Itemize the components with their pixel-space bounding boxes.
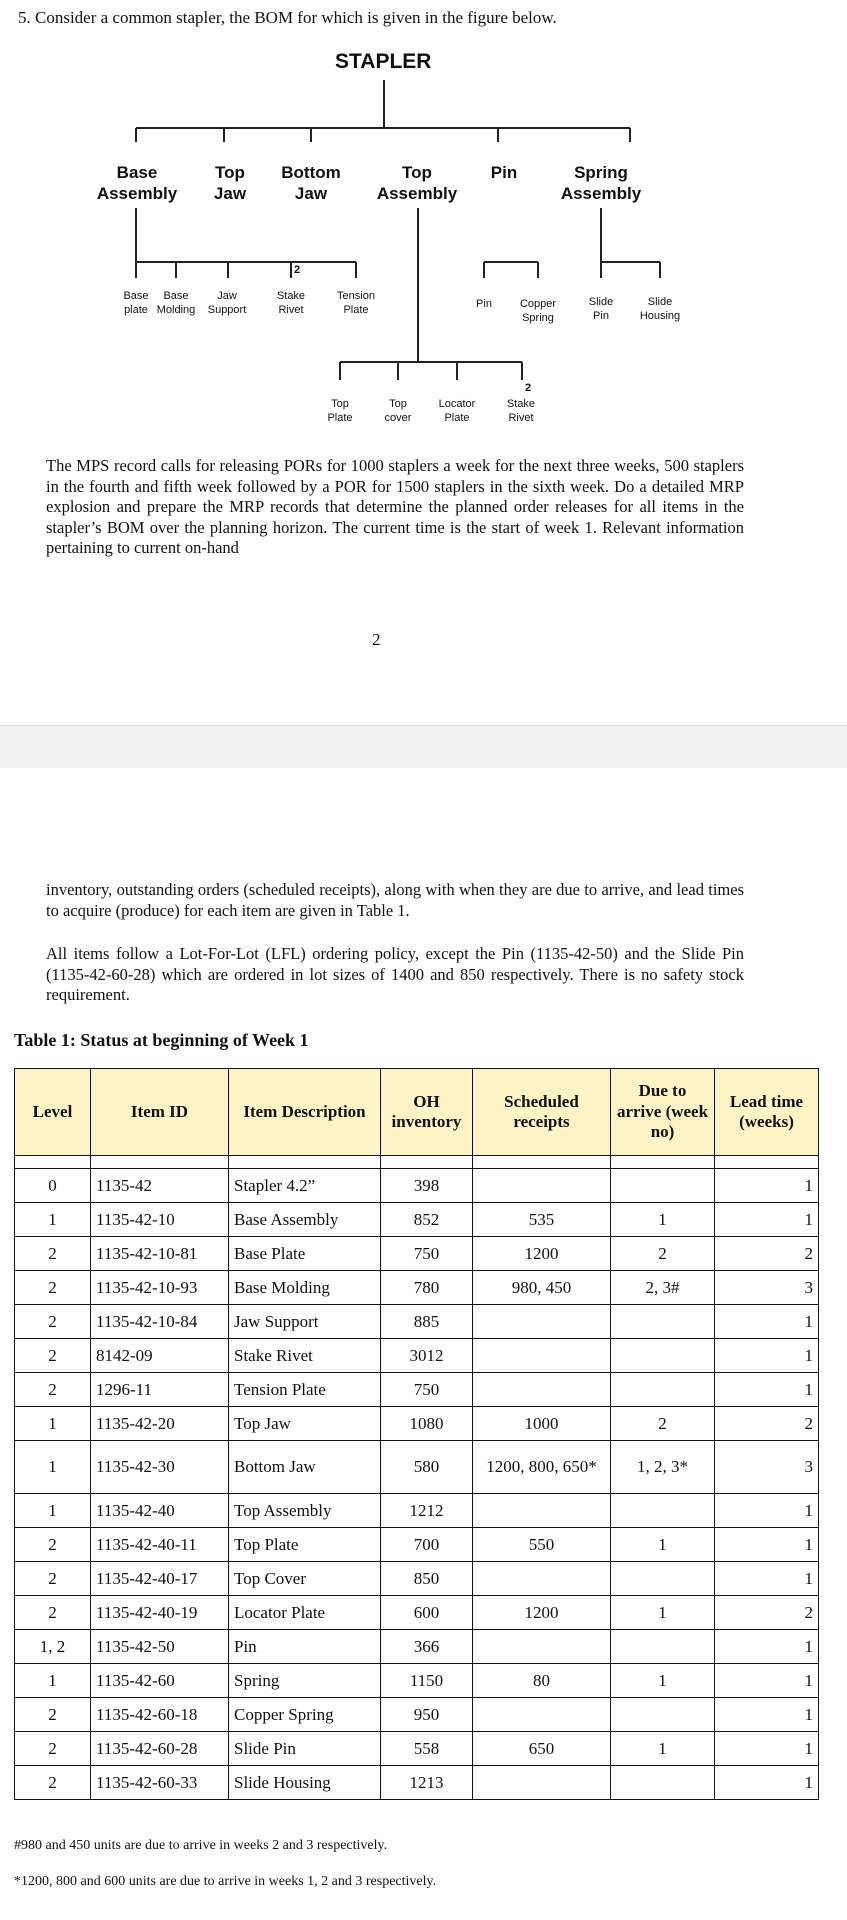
cell-due-to-arrive: 1, 2, 3*	[611, 1441, 715, 1494]
cell-oh-inventory: 750	[381, 1237, 473, 1271]
node-line: Jaw	[294, 184, 328, 204]
cell-scheduled-receipts	[473, 1305, 611, 1339]
table-caption: Table 1: Status at beginning of Week 1	[14, 1030, 309, 1050]
table-row	[15, 1373, 819, 1407]
table-row	[15, 1305, 819, 1339]
node-line: Pin	[490, 163, 518, 182]
cell-lead-time: 1	[715, 1698, 819, 1732]
cell-level: 1	[15, 1664, 91, 1698]
node-line: Base	[116, 163, 158, 182]
node-line: Slide	[647, 296, 673, 308]
cell-oh-inventory: 366	[381, 1630, 473, 1664]
header-item-description: Item Description	[229, 1069, 381, 1156]
cell-level: 2	[15, 1732, 91, 1766]
table-row	[15, 1339, 819, 1373]
node-line: Base	[163, 290, 189, 302]
cell-item-id: 1135-42-40	[91, 1494, 229, 1528]
cell-level: 1	[15, 1494, 91, 1528]
cell-item-description: Slide Pin	[229, 1732, 381, 1766]
cell-level: 2	[15, 1339, 91, 1373]
node-line: Copper	[519, 298, 557, 310]
bom-qty-stake-rivet-base: 2	[294, 264, 301, 276]
cell-scheduled-receipts	[473, 1562, 611, 1596]
cell-due-to-arrive: 1	[611, 1664, 715, 1698]
cell-scheduled-receipts	[473, 1494, 611, 1528]
cell-scheduled-receipts: 980, 450	[473, 1271, 611, 1305]
header-scheduled-receipts: Scheduled receipts	[473, 1069, 611, 1156]
cell-due-to-arrive	[611, 1373, 715, 1407]
cell-lead-time: 3	[715, 1441, 819, 1494]
cell-level: 1	[15, 1203, 91, 1237]
cell-item-id: 1135-42-40-17	[91, 1562, 229, 1596]
cell-oh-inventory: 1212	[381, 1494, 473, 1528]
node-line: Rivet	[508, 411, 534, 424]
cell-item-description: Base Plate	[229, 1237, 381, 1271]
table-row	[15, 1664, 819, 1698]
cell-item-id: 1135-42-10-84	[91, 1305, 229, 1339]
cell-lead-time: 1	[715, 1630, 819, 1664]
cell-scheduled-receipts: 1000	[473, 1407, 611, 1441]
cell-item-description: Base Assembly	[229, 1203, 381, 1237]
cell-scheduled-receipts: 80	[473, 1664, 611, 1698]
cell-item-description: Tension Plate	[229, 1373, 381, 1407]
cell-oh-inventory: 600	[381, 1596, 473, 1630]
node-line: Tension	[337, 290, 375, 302]
node-line: Jaw	[213, 184, 247, 204]
bom-node-stake-rivet-top	[498, 398, 544, 426]
cell-item-description: Top Jaw	[229, 1407, 381, 1441]
table-row	[15, 1562, 819, 1596]
cell-due-to-arrive: 1	[611, 1596, 715, 1630]
cell-due-to-arrive	[611, 1339, 715, 1373]
cell-oh-inventory: 398	[381, 1169, 473, 1203]
table-spacer-cell	[715, 1156, 819, 1169]
cell-item-id: 1135-42	[91, 1169, 229, 1203]
node-line: Top	[215, 163, 245, 182]
cell-lead-time: 1	[715, 1169, 819, 1203]
cell-scheduled-receipts: 1200, 800, 650*	[473, 1441, 611, 1494]
cell-item-id: 1135-42-60-18	[91, 1698, 229, 1732]
status-table	[14, 1068, 819, 1800]
cell-item-id: 1135-42-20	[91, 1407, 229, 1441]
table-spacer-cell	[611, 1156, 715, 1169]
bom-node-copper-spring	[512, 298, 564, 326]
cell-lead-time: 1	[715, 1203, 819, 1237]
cell-oh-inventory: 850	[381, 1562, 473, 1596]
bom-node-locator-plate	[430, 398, 484, 426]
table-body	[15, 1156, 819, 1800]
table-row	[15, 1494, 819, 1528]
bom-node-top-cover	[376, 398, 420, 426]
table-row	[15, 1732, 819, 1766]
table-row	[15, 1630, 819, 1664]
node-line: Top	[402, 163, 432, 182]
table-spacer-cell	[381, 1156, 473, 1169]
bom-node-spring-assembly	[555, 162, 647, 205]
table-spacer-cell	[229, 1156, 381, 1169]
cell-item-id: 1135-42-60-33	[91, 1766, 229, 1800]
cell-level: 1, 2	[15, 1630, 91, 1664]
table-row	[15, 1203, 819, 1237]
node-line: Top	[331, 398, 349, 410]
cell-level: 0	[15, 1169, 91, 1203]
node-line: Pin	[476, 298, 492, 310]
cell-due-to-arrive	[611, 1630, 715, 1664]
cell-item-description: Bottom Jaw	[229, 1441, 381, 1494]
page-separator	[0, 725, 847, 769]
cell-item-description: Copper Spring	[229, 1698, 381, 1732]
node-line: Rivet	[278, 303, 304, 316]
cell-scheduled-receipts	[473, 1339, 611, 1373]
cell-level: 1	[15, 1441, 91, 1494]
header-level: Level	[15, 1069, 91, 1156]
cell-item-id: 1135-42-10-93	[91, 1271, 229, 1305]
cell-due-to-arrive: 2	[611, 1237, 715, 1271]
cell-due-to-arrive: 1	[611, 1732, 715, 1766]
footnote-hash: #980 and 450 units are due to arrive in weeks 2 and 3 respectively.	[14, 1838, 388, 1853]
cell-item-id: 1135-42-10	[91, 1203, 229, 1237]
cell-scheduled-receipts	[473, 1169, 611, 1203]
cell-item-description: Slide Housing	[229, 1766, 381, 1800]
cell-lead-time: 1	[715, 1562, 819, 1596]
cell-oh-inventory: 852	[381, 1203, 473, 1237]
paragraph-mps: The MPS record calls for releasing PORs for 1000 staplers a week for the next three weeks, 500 staplers in the fourth and fifth week followed by a POR for 1500 staplers in the sixth week. Do a detailed MRP explosion and prepare the MRP records that determine the planned order releases for all items in the stapler’s BOM over the planning horizon. The current time is the start of week 1. Relevant information pertaining to current on-hand	[46, 456, 744, 557]
bom-node-base-assembly	[92, 162, 182, 205]
cell-item-id: 1135-42-10-81	[91, 1237, 229, 1271]
cell-lead-time: 2	[715, 1407, 819, 1441]
table-row	[15, 1766, 819, 1800]
cell-due-to-arrive	[611, 1766, 715, 1800]
node-line: Support	[207, 303, 247, 316]
node-line: Plate	[444, 411, 470, 424]
cell-level: 2	[15, 1698, 91, 1732]
cell-oh-inventory: 700	[381, 1528, 473, 1562]
cell-scheduled-receipts	[473, 1698, 611, 1732]
cell-lead-time: 1	[715, 1766, 819, 1800]
footnote-star: *1200, 800 and 600 units are due to arrive in weeks 1, 2 and 3 respectively.	[14, 1874, 437, 1889]
cell-lead-time: 3	[715, 1271, 819, 1305]
bom-qty-stake-rivet-top: 2	[525, 382, 532, 394]
page-1	[0, 0, 847, 725]
cell-item-id: 1135-42-60	[91, 1664, 229, 1698]
bom-node-pin-child	[468, 298, 500, 312]
table-row	[15, 1407, 819, 1441]
node-line: Assembly	[560, 184, 642, 204]
cell-oh-inventory: 750	[381, 1373, 473, 1407]
node-line: Bottom	[281, 163, 341, 182]
cell-due-to-arrive: 2	[611, 1407, 715, 1441]
cell-item-description: Top Assembly	[229, 1494, 381, 1528]
table-row	[15, 1169, 819, 1203]
cell-lead-time: 1	[715, 1664, 819, 1698]
bom-root-stapler: STAPLER	[335, 50, 432, 73]
cell-item-id: 8142-09	[91, 1339, 229, 1373]
bom-node-jaw-support	[200, 290, 254, 318]
cell-due-to-arrive: 1	[611, 1203, 715, 1237]
node-line: Base	[123, 290, 149, 302]
cell-oh-inventory: 780	[381, 1271, 473, 1305]
bom-node-slide-pin	[580, 296, 622, 324]
cell-item-id: 1135-42-60-28	[91, 1732, 229, 1766]
cell-item-description: Base Molding	[229, 1271, 381, 1305]
paragraph-lot-policy: All items follow a Lot-For-Lot (LFL) ordering policy, except the Pin (1135-42-50) and the Slide Pin (1135-42-60-28) which are ordered in lot sizes of 1400 and 850 respectively. There is no safety stock requirement.	[46, 944, 744, 1004]
cell-oh-inventory: 580	[381, 1441, 473, 1494]
header-due-to-arrive: Due to arrive (week no)	[611, 1069, 715, 1156]
cell-item-id: 1296-11	[91, 1373, 229, 1407]
cell-scheduled-receipts: 1200	[473, 1596, 611, 1630]
cell-item-id: 1135-42-50	[91, 1630, 229, 1664]
cell-oh-inventory: 3012	[381, 1339, 473, 1373]
node-line: plate	[124, 303, 148, 316]
cell-scheduled-receipts: 535	[473, 1203, 611, 1237]
cell-level: 2	[15, 1766, 91, 1800]
cell-level: 2	[15, 1596, 91, 1630]
cell-oh-inventory: 885	[381, 1305, 473, 1339]
cell-lead-time: 1	[715, 1732, 819, 1766]
cell-lead-time: 2	[715, 1596, 819, 1630]
table-header-row	[15, 1069, 819, 1156]
cell-scheduled-receipts: 650	[473, 1732, 611, 1766]
cell-due-to-arrive: 2, 3#	[611, 1271, 715, 1305]
cell-oh-inventory: 1150	[381, 1664, 473, 1698]
cell-item-description: Stapler 4.2”	[229, 1169, 381, 1203]
cell-scheduled-receipts	[473, 1766, 611, 1800]
node-line: Spring	[574, 163, 628, 182]
node-line: Locator	[438, 398, 476, 410]
cell-oh-inventory: 1213	[381, 1766, 473, 1800]
cell-level: 1	[15, 1407, 91, 1441]
cell-item-description: Pin	[229, 1630, 381, 1664]
table-row	[15, 1271, 819, 1305]
node-line: Slide	[588, 296, 614, 308]
table-spacer-row	[15, 1156, 819, 1169]
node-line: Spring	[522, 311, 554, 324]
cell-lead-time: 1	[715, 1528, 819, 1562]
header-oh-inventory: OH inventory	[381, 1069, 473, 1156]
bom-node-slide-housing	[628, 296, 692, 324]
bom-node-tension-plate	[330, 290, 382, 318]
cell-level: 2	[15, 1373, 91, 1407]
cell-due-to-arrive: 1	[611, 1528, 715, 1562]
cell-scheduled-receipts	[473, 1630, 611, 1664]
cell-due-to-arrive	[611, 1305, 715, 1339]
cell-due-to-arrive	[611, 1562, 715, 1596]
cell-lead-time: 1	[715, 1494, 819, 1528]
cell-scheduled-receipts: 550	[473, 1528, 611, 1562]
cell-item-id: 1135-42-30	[91, 1441, 229, 1494]
node-line: Top	[389, 398, 407, 410]
header-item-id: Item ID	[91, 1069, 229, 1156]
cell-lead-time: 2	[715, 1237, 819, 1271]
cell-lead-time: 1	[715, 1373, 819, 1407]
table-row	[15, 1596, 819, 1630]
node-line: Stake	[506, 398, 536, 410]
paragraph-inventory: inventory, outstanding orders (scheduled receipts), along with when they are due to arrive, and lead times to acquire (produce) for each item are given in Table 1.	[46, 880, 744, 920]
bom-node-stake-rivet	[268, 290, 314, 318]
table-row	[15, 1528, 819, 1562]
node-line: Assembly	[96, 184, 178, 204]
page-number: 2	[372, 630, 381, 649]
table-row	[15, 1441, 819, 1494]
node-line: Pin	[593, 309, 609, 322]
cell-due-to-arrive	[611, 1494, 715, 1528]
bom-node-bottom-jaw	[274, 162, 348, 205]
node-line: Stake	[276, 290, 306, 302]
cell-item-description: Spring	[229, 1664, 381, 1698]
cell-lead-time: 1	[715, 1339, 819, 1373]
bom-node-top-assembly	[372, 162, 462, 205]
node-line: Plate	[343, 303, 369, 316]
cell-oh-inventory: 558	[381, 1732, 473, 1766]
cell-due-to-arrive	[611, 1169, 715, 1203]
bom-node-top-plate	[318, 398, 362, 426]
node-line: Assembly	[376, 184, 458, 204]
table-spacer-cell	[473, 1156, 611, 1169]
node-line: cover	[384, 411, 412, 424]
node-line: Molding	[156, 303, 196, 316]
bom-node-base-molding	[150, 290, 202, 318]
cell-scheduled-receipts	[473, 1373, 611, 1407]
question-text: 5. Consider a common stapler, the BOM for which is given in the figure below.	[18, 8, 557, 27]
cell-level: 2	[15, 1237, 91, 1271]
cell-item-description: Jaw Support	[229, 1305, 381, 1339]
cell-oh-inventory: 1080	[381, 1407, 473, 1441]
bom-node-pin	[484, 162, 524, 183]
cell-item-description: Locator Plate	[229, 1596, 381, 1630]
cell-oh-inventory: 950	[381, 1698, 473, 1732]
cell-item-id: 1135-42-40-19	[91, 1596, 229, 1630]
node-line: Plate	[327, 411, 353, 424]
bom-node-top-jaw	[200, 162, 260, 205]
node-line: Housing	[639, 309, 681, 322]
cell-item-description: Top Plate	[229, 1528, 381, 1562]
cell-lead-time: 1	[715, 1305, 819, 1339]
node-line: Jaw	[217, 290, 237, 302]
header-lead-time: Lead time (weeks)	[715, 1069, 819, 1156]
cell-level: 2	[15, 1562, 91, 1596]
cell-item-description: Stake Rivet	[229, 1339, 381, 1373]
table-spacer-cell	[91, 1156, 229, 1169]
cell-due-to-arrive	[611, 1698, 715, 1732]
cell-scheduled-receipts: 1200	[473, 1237, 611, 1271]
cell-level: 2	[15, 1305, 91, 1339]
cell-item-id: 1135-42-40-11	[91, 1528, 229, 1562]
table-row	[15, 1237, 819, 1271]
table-row	[15, 1698, 819, 1732]
table-spacer-cell	[15, 1156, 91, 1169]
cell-level: 2	[15, 1528, 91, 1562]
cell-item-description: Top Cover	[229, 1562, 381, 1596]
cell-level: 2	[15, 1271, 91, 1305]
